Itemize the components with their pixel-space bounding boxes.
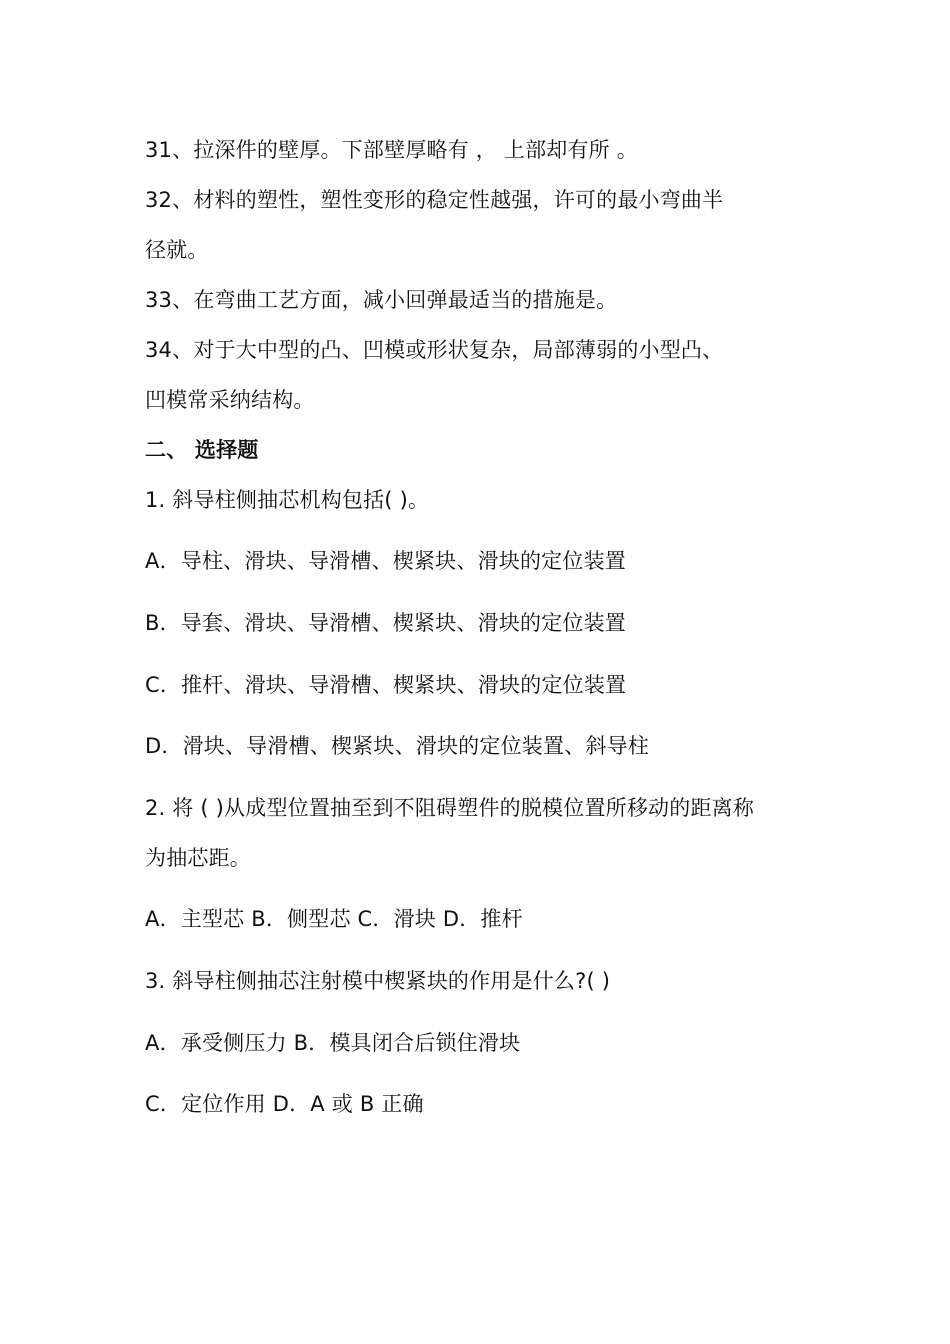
question-31: 31、拉深件的壁厚。下部壁厚略有 ， 上部却有所 。 (145, 138, 638, 162)
choice-question-2-stem-line-2: 为抽芯距。 (145, 846, 251, 870)
section-heading: 二、 选择题 (145, 438, 259, 462)
question-32-line-2: 径就。 (145, 238, 209, 262)
choice-question-2-options: A．主型芯 B．侧型芯 C．滑块 D．推杆 (145, 907, 523, 931)
choice-question-1-option-d: D．滑块、导滑槽、楔紧块、滑块的定位装置、斜导柱 (145, 734, 649, 758)
question-34-line-2: 凹模常采纳结构。 (145, 388, 315, 412)
choice-question-3-options-cd: C．定位作用 D．A 或 B 正确 (145, 1092, 424, 1116)
choice-question-3-options-ab: A．承受侧压力 B．模具闭合后锁住滑块 (145, 1031, 521, 1055)
choice-question-1-option-c: C．推杆、滑块、导滑槽、楔紧块、滑块的定位装置 (145, 673, 627, 697)
question-33: 33、在弯曲工艺方面，减小回弹最适当的措施是。 (145, 288, 618, 312)
question-32-line-1: 32、材料的塑性，塑性变形的稳定性越强，许可的最小弯曲半 (145, 188, 724, 212)
choice-question-1-stem: 1. 斜导柱侧抽芯机构包括( )。 (145, 488, 430, 512)
choice-question-2-stem-line-1: 2. 将 ( )从成型位置抽至到不阻碍塑件的脱模位置所移动的距离称 (145, 796, 755, 820)
choice-question-1-option-b: B．导套、滑块、导滑槽、楔紧块、滑块的定位装置 (145, 611, 627, 635)
choice-question-1-option-a: A．导柱、滑块、导滑槽、楔紧块、滑块的定位装置 (145, 549, 626, 573)
choice-question-3-stem: 3. 斜导柱侧抽芯注射模中楔紧块的作用是什么?( ) (145, 969, 611, 993)
question-34-line-1: 34、对于大中型的凸、凹模或形状复杂，局部薄弱的小型凸、 (145, 338, 724, 362)
